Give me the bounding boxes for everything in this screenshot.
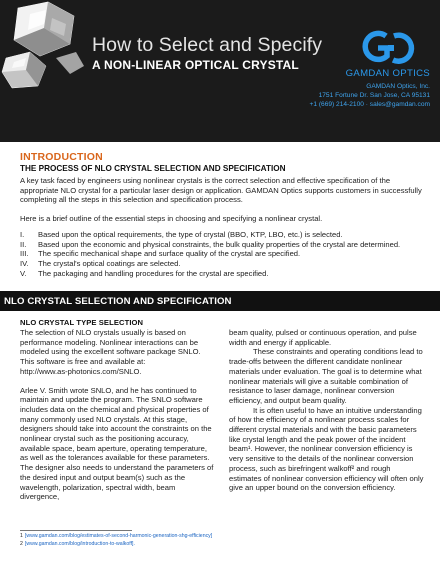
list-item: V. The packaging and handling procedures for the crystal are specified. [20,268,269,278]
left-paragraph-1: The selection of NLO crystals usually is based on performance modeling. Nonlinear interactions can be modeled using the excellent software package SNLO. This software is free and available at: [20,328,201,367]
right-paragraph-1: beam quality, pulsed or continuous operation, and pulse width and energy if applicable. [229,328,417,347]
footnote-divider [20,530,132,531]
list-item: III. The specific mechanical shape and surface quality of the crystal are specified. [20,249,301,259]
footnote-2: 2 [www.gamdan.com/blog/introduction-to-walkoff]. [20,541,135,547]
intro-outline: Here is a brief outline of the essential steps in choosing and specifying a nonlinear crystal. [20,214,323,224]
step-list [20,230,425,279]
right-paragraph-2: These constraints and operating conditions lead to trade-offs between the different candidate nonlinear materials under evaluation. The goal is to determine what nonlinear materials will give a suitable combination of resistance to laser damage, nonlinear conversion efficiency, and output beam quality. [229,347,423,405]
company-contact: +1 (669) 214-2100 · sales@gamdan.com [309,101,430,108]
list-item: II. Based upon the economic and physical constraints, the bulk quality properties of the crystal are determined. [20,239,401,249]
section-subheading: NLO CRYSTAL TYPE SELECTION [20,318,144,327]
page-title: How to Select and Specify [92,34,323,56]
right-column [229,328,425,502]
crystal-selection-section [20,318,425,502]
snlo-link[interactable]: http://www.as-photonics.com/SNLO. [20,366,142,376]
header-banner [0,0,440,142]
company-info [309,82,430,109]
left-column [20,328,216,511]
section-title: NLO CRYSTAL SELECTION AND SPECIFICATION [4,296,232,307]
company-name: GAMDAN Optics, Inc. [366,83,430,90]
left-paragraph-2: Arlee V. Smith wrote SNLO, and he has continued to maintain and update the program. The SNLO software includes data on the chemical and physical properties of many commonly used NLO crystals. At this stage, designers should take into account the constraints on the nonlinear crystal such as the positioning accuracy, available space, beam aperture, operating temperature, as well as the tolerances available for these parameters. The designer also needs to understand the parameters of the desired input and output beam(s) such as the wavelength, polarization, spectral width, beam divergence, [20,385,214,502]
company-address: 1751 Fortune Dr. San Jose, CA 95131 [318,92,430,99]
list-item: IV. The crystal's optical coatings are selected. [20,258,181,268]
list-item: I. Based upon the optical requirements, the type of crystal (BBO, KTP, LBO, etc.) is selected. [20,229,343,239]
intro-heading: INTRODUCTION [20,151,103,163]
page-subtitle: A NON-LINEAR OPTICAL CRYSTAL [92,58,299,72]
introduction-section [20,151,425,278]
intro-subheading: THE PROCESS OF NLO CRYSTAL SELECTION AND SPECIFICATION [20,164,286,173]
footnote-1: 1 [www.gamdan.com/blog/estimates-of-second-harmonic-generation-shg-efficiency] [20,533,213,539]
gamdan-logo-icon [360,28,420,68]
intro-paragraph: A key task faced by engineers using nonlinear crystals is the correct selection and effective specification of the appropriate NLO crystal for a particular laser design or application. GAMDAN Optics supports customers in successfully completing all the steps in this selection and specification process. [20,176,422,205]
right-paragraph-3: It is often useful to have an intuitive understanding of how the efficiency of a nonlinear process scales for different crystal materials and with the basic parameters like crystal length and the peak power of the incident beam¹. However, the nonlinear conversion efficiency is very sensitive to the details of the nonlinear conversion process, such as birefringent walkoff² and rough estimates of nonlinear conversion efficiency will often only give an upper bound on the conversion efficiency. [229,405,424,493]
logo-wordmark: GAMDAN OPTICS [345,68,430,79]
footnote-1-link[interactable]: [www.gamdan.com/blog/estimates-of-second-harmonic-generation-shg-efficiency] [24,533,213,539]
section-title-bar [0,291,440,311]
footnote-2-link[interactable]: [www.gamdan.com/blog/introduction-to-walkoff]. [24,541,135,547]
